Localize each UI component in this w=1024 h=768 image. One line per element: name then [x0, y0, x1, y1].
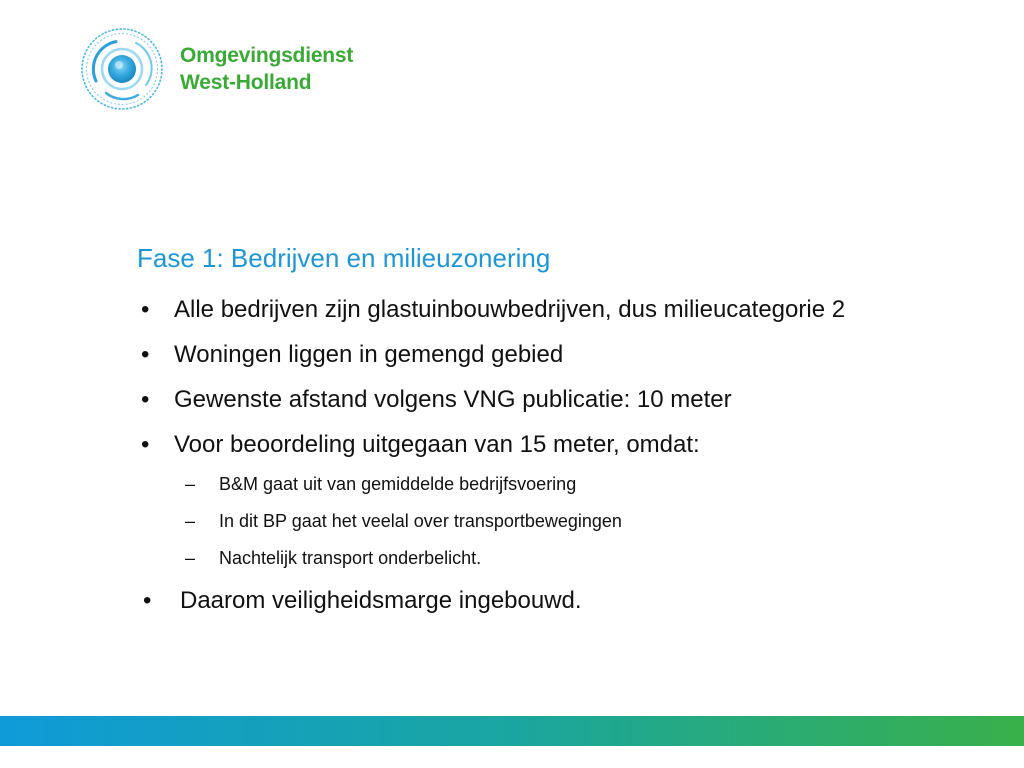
footer-gradient-bar	[0, 716, 1024, 746]
sub-bullet-item	[137, 472, 897, 496]
logo-line-2: West-Holland	[180, 71, 312, 94]
bullet-item	[137, 337, 897, 373]
bullet-marker: •	[141, 386, 150, 413]
bullet-item	[137, 427, 897, 463]
bullet-text: Alle bedrijven zijn glastuinbouwbedrijven, dus milieucategorie 2	[174, 296, 846, 323]
logo-circle-icon	[80, 27, 164, 111]
bullet-text: Daarom veiligheidsmarge ingebouwd.	[180, 587, 582, 614]
bullet-text: Gewenste afstand volgens VNG publicatie: 10 meter	[174, 386, 732, 413]
bullet-marker: •	[141, 431, 150, 458]
bullet-text: Woningen liggen in gemengd gebied	[174, 341, 564, 368]
bullet-text: Voor beoordeling uitgegaan van 15 meter, omdat:	[174, 431, 700, 458]
bullet-marker: •	[141, 296, 150, 323]
sub-bullet-text: B&M gaat uit van gemiddelde bedrijfsvoering	[219, 474, 577, 494]
logo-wordmark	[180, 42, 353, 96]
bullet-item	[137, 292, 897, 328]
dash-marker: –	[185, 548, 196, 568]
bullet-item	[137, 382, 897, 418]
organization-logo	[80, 27, 353, 111]
sub-bullet-text: In dit BP gaat het veelal over transportbewegingen	[219, 511, 622, 531]
bullet-marker: •	[141, 341, 150, 368]
logo-line-1: Omgevingsdienst	[180, 44, 354, 67]
dash-marker: –	[185, 474, 196, 494]
slide-title: Fase 1: Bedrijven en milieuzonering	[137, 243, 551, 273]
bullet-marker: •	[143, 587, 152, 614]
sub-bullet-item	[137, 509, 897, 533]
bullet-list	[137, 292, 897, 628]
sub-bullet-text: Nachtelijk transport onderbelicht.	[219, 548, 482, 568]
dash-marker: –	[185, 511, 196, 531]
sub-bullet-item	[137, 546, 897, 570]
bullet-item-conclusion	[137, 583, 897, 619]
